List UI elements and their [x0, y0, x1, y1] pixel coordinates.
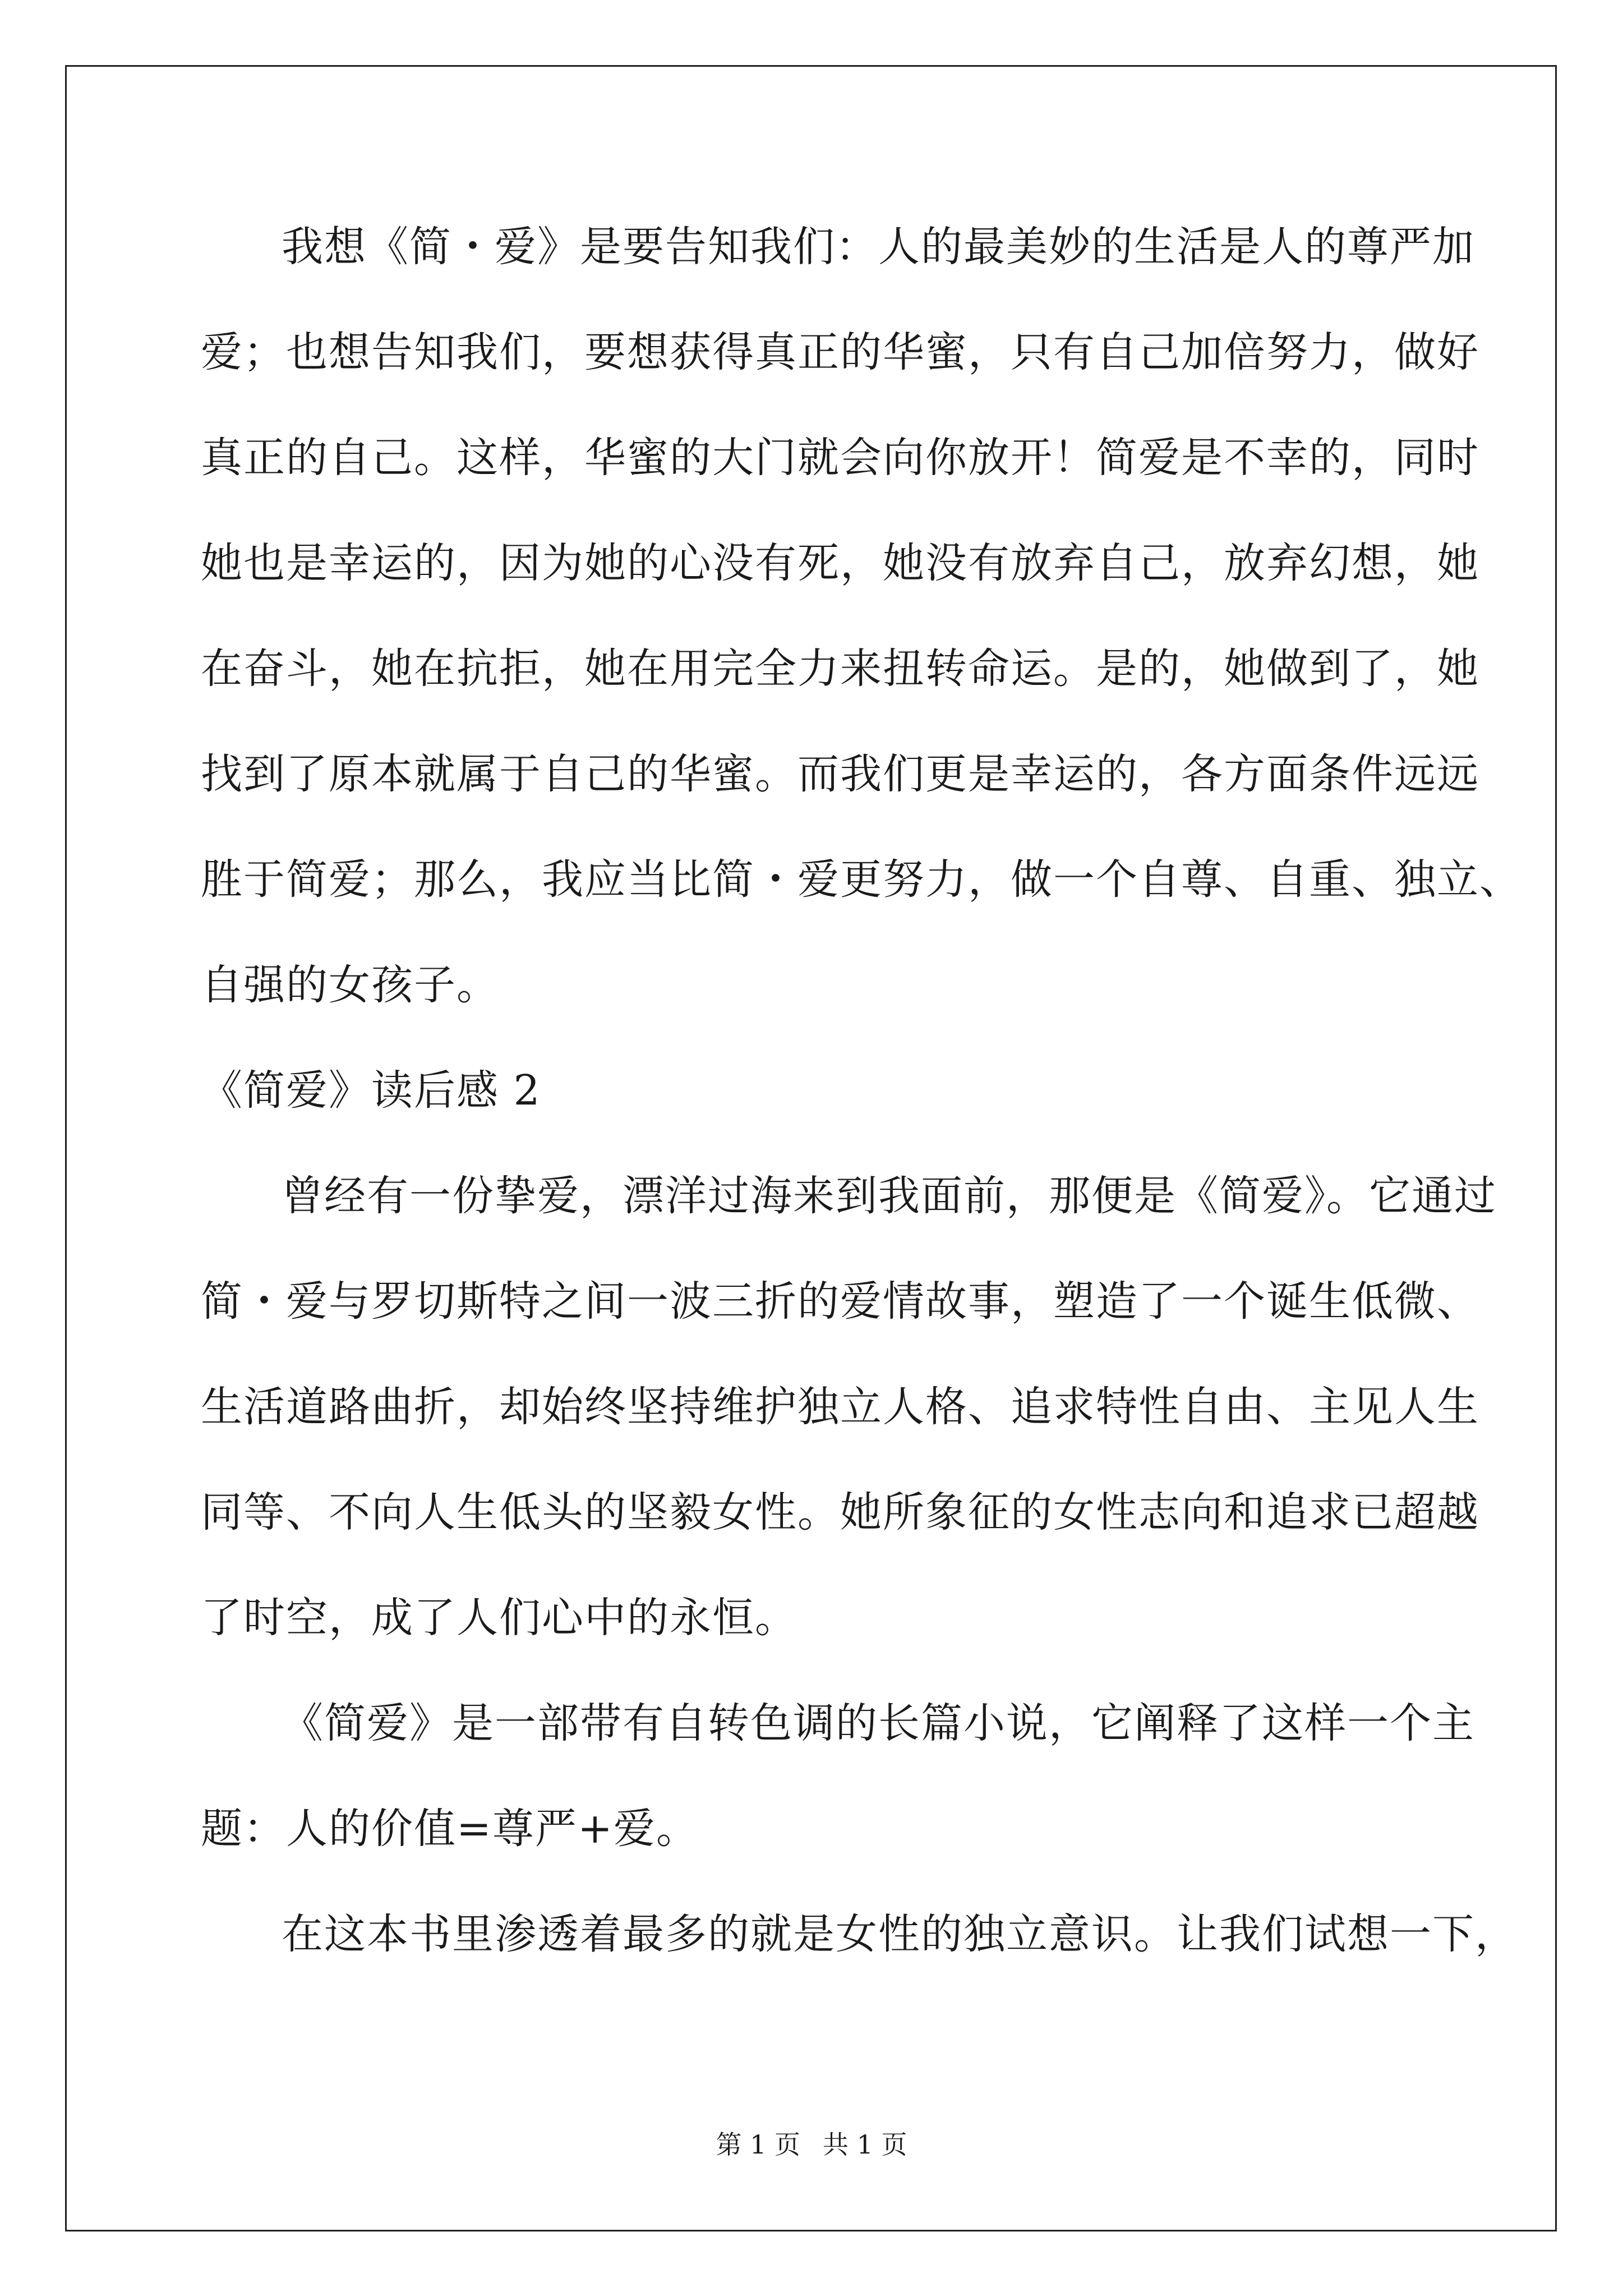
- paragraph-1-line-1: 我想《简・爱》是要告知我们：人的最美妙的生活是人的尊严加: [282, 223, 1475, 271]
- paragraph-1-line-5: 在奋斗，她在抗拒，她在用完全力来扭转命运。是的，她做到了，她: [201, 645, 1479, 693]
- paragraph-1-line-6: 找到了原本就属于自己的华蜜。而我们更是幸运的，各方面条件远远: [201, 750, 1479, 798]
- paragraph-1-line-3: 真正的自己。这样，华蜜的大门就会向你放开！简爱是不幸的，同时: [201, 434, 1479, 482]
- paragraph-1-line-8: 自强的女孩子。: [201, 961, 499, 1009]
- paragraph-2-line-5: 了时空，成了人们心中的永恒。: [201, 1594, 797, 1642]
- paragraph-2-line-1: 曾经有一份挚爱，漂洋过海来到我面前，那便是《简爱》。它通过: [282, 1172, 1497, 1220]
- page-border: [65, 65, 1557, 2231]
- page-total: 共 1 页: [823, 2129, 907, 2160]
- paragraph-2-line-3: 生活道路曲折，却始终坚持维护独立人格、追求特性自由、主见人生: [201, 1383, 1479, 1431]
- paragraph-1-line-2: 爱；也想告知我们，要想获得真正的华蜜，只有自己加倍努力，做好: [201, 328, 1479, 376]
- paragraph-2-line-4: 同等、不向人生低头的坚毅女性。她所象征的女性志向和追求已超越: [201, 1488, 1479, 1536]
- paragraph-3-line-1: 《简爱》是一部带有自转色调的长篇小说，它阐释了这样一个主: [282, 1699, 1475, 1747]
- paragraph-4-line-1: 在这本书里渗透着最多的就是女性的独立意识。让我们试想一下，: [282, 1910, 1518, 1958]
- page-number: 第 1 页: [716, 2129, 800, 2160]
- paragraph-3-line-2: 题：人的价值=尊严+爱。: [201, 1805, 699, 1853]
- paragraph-1-line-7: 胜于简爱；那么，我应当比简・爱更努力，做一个自尊、自重、独立、: [201, 855, 1522, 904]
- page-footer: [0, 2129, 1623, 2160]
- section-heading: 《简爱》读后感 2: [201, 1066, 541, 1115]
- paragraph-2-line-2: 简・爱与罗切斯特之间一波三折的爱情故事，塑造了一个诞生低微、: [201, 1277, 1479, 1326]
- paragraph-1-line-4: 她也是幸运的，因为她的心没有死，她没有放弃自己，放弃幻想，她: [201, 539, 1479, 587]
